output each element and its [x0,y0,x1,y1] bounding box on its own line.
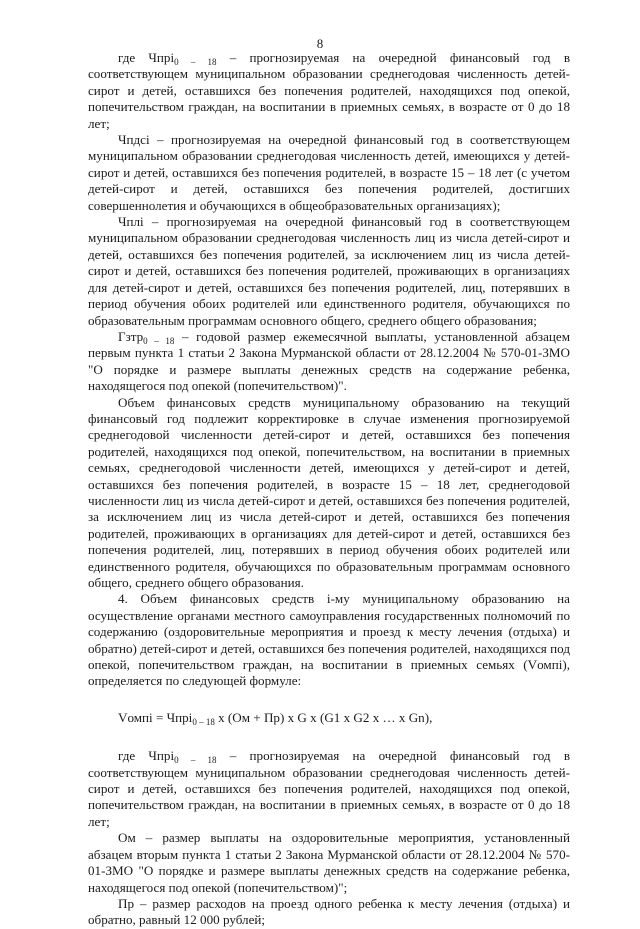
subscript: 0 – 18 [174,755,217,766]
paragraph-text: где Чпрі [118,50,175,65]
paragraph [88,748,570,830]
formula-text: х (Ом + Пр) х G х (G1 х G2 х … х Gn), [214,709,433,725]
paragraph-text: 4. Объем финансовых средств і-му муниципальному образованию на осуществление органами местного самоуправления государственных полномочий по содержанию (оздоровительные мероприятия и проезд к месту лечения (отдыха) и обратно) детей-сирот и детей, оставшихся без попечения родителей, находящихся под опекой, попечительством граждан, на воспитании в приемных семьях (Vомпі), определяется по следующей формуле: [88,591,570,689]
paragraph [88,50,570,132]
page-number: 8 [316,36,324,51]
paragraph-text: Чплі – прогнозируемая на очередной финансовый год в соответствующем муниципальном образовании среднегодовая численность лиц из числа детей-сирот и детей, оставшихся без попечения родителей, за исключением лиц из числа детей-сирот и детей, оставшихся без попечения родителей, проживающих в организациях для детей-сирот и детей, оставшихся без попечения родителей, лиц, потерявших в период обучения обоих родителей или единственного родителя, обучающихся по образовательным программам основного общего, среднего общего образования; [88,214,570,328]
paragraph-text: Гзтр [118,328,144,344]
paragraph [88,830,570,896]
subscript: 0 – 18 [192,716,215,727]
paragraph-text: – прогнозируемая на очередной финансовый год в соответствующем муниципальном образовании среднегодовая численность детей-сирот и детей, оставшихся без попечения родителей, находящихся под опекой, попечительством граждан, на воспитании в приемных семьях, в возрасте от 0 до 18 лет; [88,748,571,829]
paragraph-text: Ом – размер выплаты на оздоровительные мероприятия, установленный абзацем вторым пункта 1 статьи 2 Закона Мурманской области от 28.12.2004 № 570-01-ЗМО "О порядке и размере выплаты денежных средств на содержание ребенка, находящегося под опекой (попечительством)"; [88,830,570,895]
subscript: 0 – 18 [174,57,217,67]
paragraph-text: Чпдсі – прогнозируемая на очередной финансовый год в соответствующем муниципальном образовании среднегодовая численность детей, имеющихся у детей-сирот и детей, оставшихся без попечения родителей, в возрасте 15 – 18 лет (с учетом детей-сирот и детей, оставшихся без попечения родителей, достигших совершеннолетия и обучающихся в общеобразовательных организациях); [88,132,570,213]
paragraph-text: Пр – размер расходов на проезд одного ребенка к месту лечения (отдыха) и обратно, равный 12 000 рублей; [88,895,570,928]
paragraph-text: Объем финансовых средств муниципальному образованию на текущий финансовый год подлежит корректировке в случае изменения прогнозируемой среднегодовой численности детей-сирот и детей, оставшихся без попечения родителей, находящихся под опекой, попечительством, на воспитании в приемных семьях, среднегодовой численности детей, имеющихся у детей-сирот и детей, оставшихся без попечения родителей, в возрасте 15 – 18 лет, среднегодовой численности лиц из числа детей-сирот и детей, оставшихся без попечения родителей, за исключением лиц из числа детей-сирот и детей, оставшихся без попечения родителей, проживающих в организациях для детей-сирот и детей, оставшихся без попечения родителей, лиц, потерявших в период обучения обоих родителей или единственного родителя, обучающихся по образовательным программам основного общего, среднего общего образования. [88,394,570,590]
formula-text: Vомпі = Чпрі [118,709,193,725]
paragraph [88,395,570,592]
paragraph-text: где Чпрі [118,748,175,764]
paragraph [88,896,570,929]
paragraph [88,132,570,214]
subscript: 0 – 18 [143,335,175,346]
paragraph-text: – прогнозируемая на очередной финансовый год в соответствующем муниципальном образовании среднегодовая численность детей-сирот и детей, оставшихся без попечения родителей, находящихся под опекой, попечительством граждан, на воспитании в приемных семьях, в возрасте от 0 до 18 лет; [88,50,571,131]
formula [88,710,570,726]
paragraph [88,214,570,329]
paragraph [88,591,570,689]
paragraph-text: – годовой размер ежемесячной выплаты, установленной абзацем первым пункта 1 статьи 2 Закона Мурманской области от 28.12.2004 № 570-01-ЗМО "О порядке и размере выплаты денежных средств на содержание ребенка, находящегося под опекой (попечительством)". [88,328,570,394]
page-body [88,50,570,929]
paragraph [88,329,570,395]
